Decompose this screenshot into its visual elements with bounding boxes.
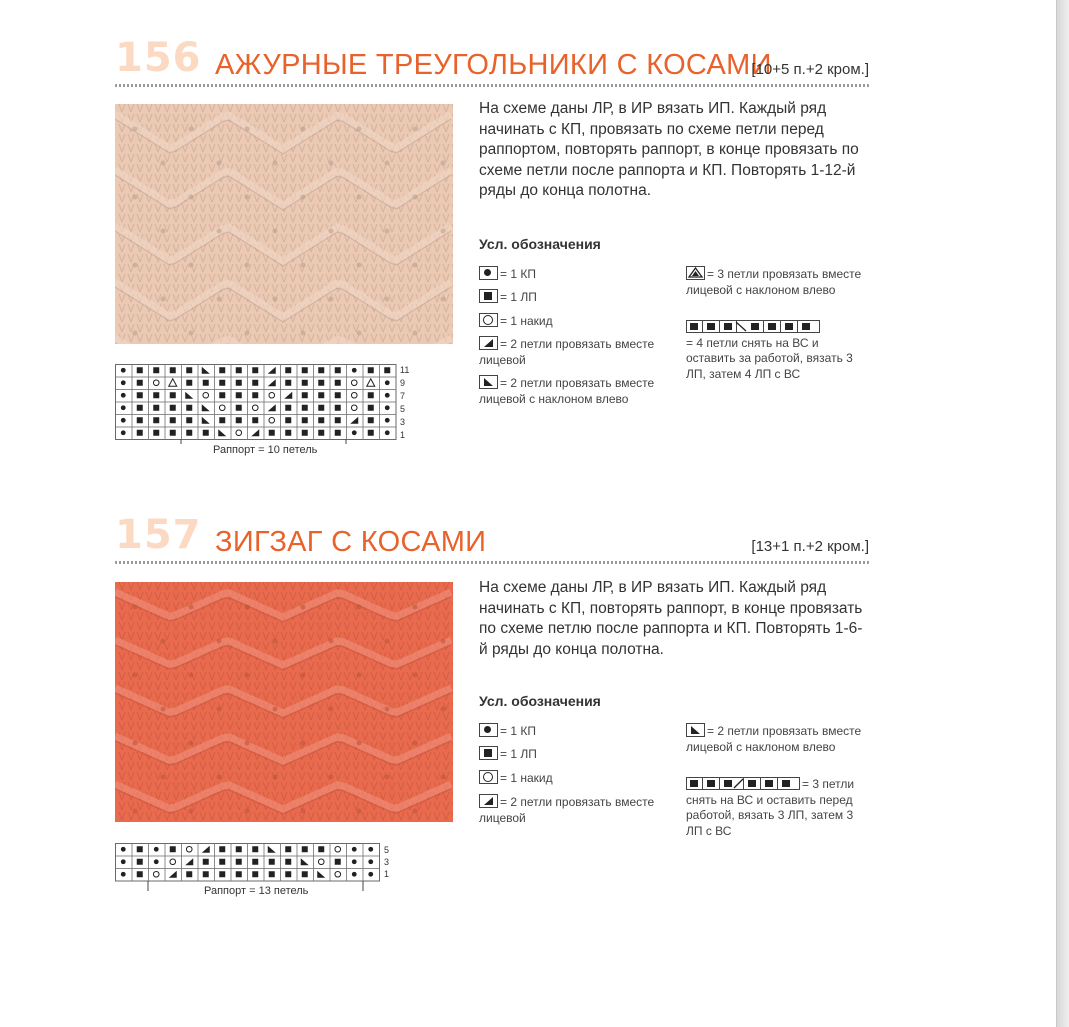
- legend-text: = 1 накид: [500, 771, 553, 785]
- title-rule: [115, 84, 871, 87]
- legend-item-k2tog: [479, 794, 659, 826]
- row-number: 9: [400, 378, 406, 388]
- pattern-title: ЗИГЗАГ С КОСАМИ: [215, 526, 487, 558]
- legend-item-ssk: [686, 723, 871, 755]
- knit-photo-image: [115, 104, 453, 344]
- legend-item-purl: [479, 289, 659, 306]
- pattern-title: АЖУРНЫЕ ТРЕУГОЛЬНИКИ С КОСАМИ: [215, 49, 772, 81]
- knit-photo: [115, 104, 453, 344]
- page-edge: [1057, 0, 1069, 1027]
- row-number: 7: [400, 391, 406, 401]
- legend-item-purl: [479, 746, 659, 763]
- legend-heading: Усл. обозначения: [479, 693, 601, 709]
- circle-icon: [479, 770, 498, 784]
- left-triangle-icon: [479, 375, 498, 389]
- stitch-count: [10+5 п.+2 кром.]: [751, 61, 869, 78]
- row-number: 11: [400, 365, 410, 375]
- dot-icon: [479, 266, 498, 280]
- legend-item-cable: [686, 320, 871, 382]
- pattern-header: [115, 512, 871, 561]
- pattern-157: [115, 512, 871, 897]
- rapport-label: Раппорт = 13 петель: [204, 885, 309, 897]
- legend-text: = 2 петли провязать вместе лицевой: [479, 795, 655, 825]
- legend-item-sk2p: [686, 266, 871, 298]
- legend-item-knit: [479, 266, 659, 283]
- legend-text: = 2 петли провязать вместе лицевой: [479, 337, 655, 367]
- right-triangle-icon: [479, 336, 498, 350]
- rapport-label: Раппорт = 10 петель: [213, 444, 318, 456]
- cable-icon: [686, 320, 820, 333]
- legend-item-yarnover: [479, 770, 659, 787]
- legend-text: = 3 петли провязать вместе лицевой с наклоном влево: [686, 267, 862, 297]
- legend-item-k2tog: [479, 336, 659, 368]
- legend-text: = 1 накид: [500, 314, 553, 328]
- row-number: 1: [400, 430, 406, 440]
- legend-text: = 4 петли снять на ВС и оставить за работой, вязать 3 ЛП, затем 4 ЛП с ВС: [686, 335, 853, 381]
- knit-photo-image: [115, 582, 453, 822]
- stitch-count: [13+1 п.+2 кром.]: [751, 538, 869, 555]
- title-rule: [115, 561, 871, 564]
- cable-icon: [686, 777, 800, 790]
- dot-icon: [479, 723, 498, 737]
- pattern-number: 157: [115, 512, 202, 558]
- legend-item-knit: [479, 723, 659, 740]
- pattern-header: [115, 35, 871, 84]
- row-number: 3: [400, 417, 406, 427]
- legend-text: = 1 КП: [500, 267, 536, 281]
- legend-text: = 3 петли снять на ВС и оставить перед работой, вязать 3 ЛП, затем 3 ЛП с ВС: [686, 777, 855, 838]
- filled-square-icon: [479, 746, 498, 760]
- row-number: 5: [400, 404, 406, 414]
- legend-item-cable: [686, 777, 871, 839]
- pattern-description: На схеме даны ЛР, в ИР вязать ИП. Каждый ряд начинать с КП, повторять раппорт, в конце провязать по схеме петлю после раппорта и КП. Повторять 1-6-й ряды до конца полотна.: [479, 579, 863, 658]
- filled-square-icon: [479, 289, 498, 303]
- legend-item-yarnover: [479, 313, 659, 330]
- knit-photo: [115, 582, 453, 822]
- triangle-icon: [686, 266, 705, 280]
- legend-heading: Усл. обозначения: [479, 236, 601, 252]
- legend-text: = 1 ЛП: [500, 747, 537, 761]
- row-number: 3: [384, 857, 390, 867]
- legend-text: = 1 КП: [500, 724, 536, 738]
- right-triangle-icon: [479, 794, 498, 808]
- legend-text: = 1 ЛП: [500, 290, 537, 304]
- row-number: 1: [384, 869, 390, 879]
- pattern-number: 156: [115, 35, 202, 81]
- circle-icon: [479, 313, 498, 327]
- legend-text: = 2 петли провязать вместе лицевой с наклоном влево: [686, 724, 862, 754]
- legend-text: = 2 петли провязать вместе лицевой с наклоном влево: [479, 376, 655, 406]
- left-triangle-icon: [686, 723, 705, 737]
- pattern-156: [115, 35, 871, 456]
- knitting-chart: [115, 364, 397, 444]
- pattern-description: На схеме даны ЛР, в ИР вязать ИП. Каждый ряд начинать с КП, провязать по схеме петли перед раппортом, повторять раппорт, в конце провязать по схеме петли после раппорта и КП. Повторять 1-12-й ряды до конца полотна.: [479, 100, 859, 199]
- row-number: 5: [384, 845, 390, 855]
- legend-item-ssk: [479, 375, 659, 407]
